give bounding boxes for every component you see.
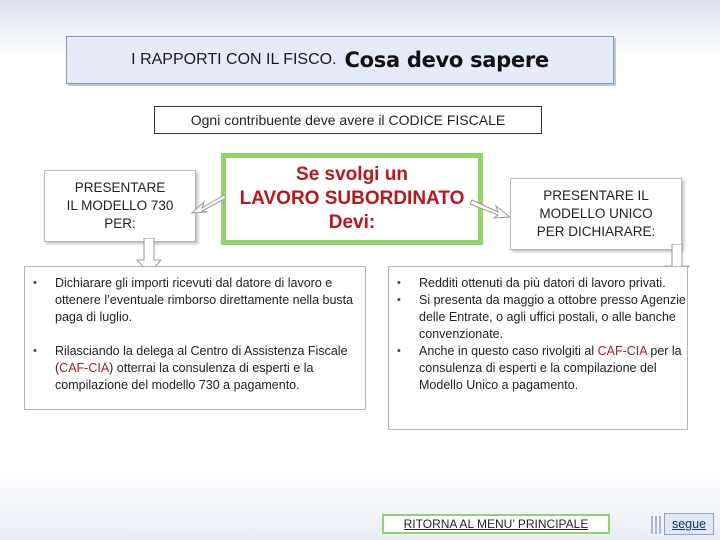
list-item-text: Redditi ottenuti da più datori di lavoro privati. — [419, 276, 666, 290]
modello-730-box — [44, 170, 196, 242]
center-line1: Se svolgi un — [296, 164, 408, 185]
codice-text: Ogni contribuente deve avere il — [190, 112, 385, 128]
modello-unico-line2: MODELLO UNICO — [539, 206, 653, 221]
lavoro-subordinato-box — [221, 153, 483, 245]
caf-cia-highlight: CAF-CIA — [59, 361, 110, 375]
codice-highlight: CODICE FISCALE — [388, 112, 506, 128]
arrow-right-icon — [470, 196, 512, 224]
list-item — [389, 275, 687, 292]
list-item-text: Anche in questo caso rivolgiti al — [419, 344, 598, 358]
bullet-icon: • — [33, 345, 37, 357]
list-item — [25, 343, 365, 394]
modello-730-details — [24, 266, 366, 410]
list-item-text: Dichiarare gli importi ricevuti dal datore di lavoro e ottenere l’eventuale rimborso direttamente nella busta paga di luglio. — [55, 276, 354, 324]
list-item — [389, 343, 687, 394]
return-main-menu-button[interactable]: RITORNA AL MENU’ PRINCIPALE — [382, 514, 610, 534]
modello-730-line2: IL MODELLO 730 — [66, 198, 174, 213]
modello-unico-line3: PER DICHIARARE: — [536, 224, 656, 239]
caf-cia-highlight: CAF-CIA — [597, 344, 647, 358]
list-item-text: ) otterrai la consulenza di esperti e la compilazione del modello 730 a pagamento. — [55, 361, 314, 392]
modello-unico-details — [388, 266, 688, 430]
modello-unico-line1: PRESENTARE IL — [543, 188, 649, 203]
title-text: I RAPPORTI CON IL FISCO. — [131, 51, 337, 68]
center-line2: LAVORO SUBORDINATO — [239, 188, 465, 209]
modello-730-line3: PER: — [104, 216, 136, 231]
arrow-left-icon — [190, 192, 226, 222]
codice-fiscale-banner — [154, 106, 542, 134]
list-item-text: Si presenta da maggio a ottobre presso Agenzie delle Entrate, o agli uffici postali, o alle banche convenzionate. — [419, 293, 686, 341]
segue-button[interactable]: segue — [664, 513, 714, 535]
list-item — [389, 292, 687, 343]
center-line3: Devi: — [328, 212, 376, 233]
title-banner — [66, 36, 614, 84]
bullet-icon: • — [397, 277, 401, 289]
bullet-icon: • — [397, 294, 401, 306]
list-item — [25, 275, 365, 326]
list-item-text: per la consulenza di esperti e la compilazione del Modello Unico a pagamento. — [419, 344, 682, 392]
bullet-icon: • — [33, 277, 37, 289]
list-item-text: Rilasciando la delega al Centro di Assistenza Fiscale ( — [55, 344, 348, 375]
modello-unico-box — [510, 178, 682, 250]
bullet-icon: • — [397, 345, 401, 357]
next-slide-control[interactable] — [650, 513, 714, 535]
title-highlight: Cosa devo sapere — [344, 48, 549, 72]
modello-730-line1: PRESENTARE — [74, 180, 166, 195]
